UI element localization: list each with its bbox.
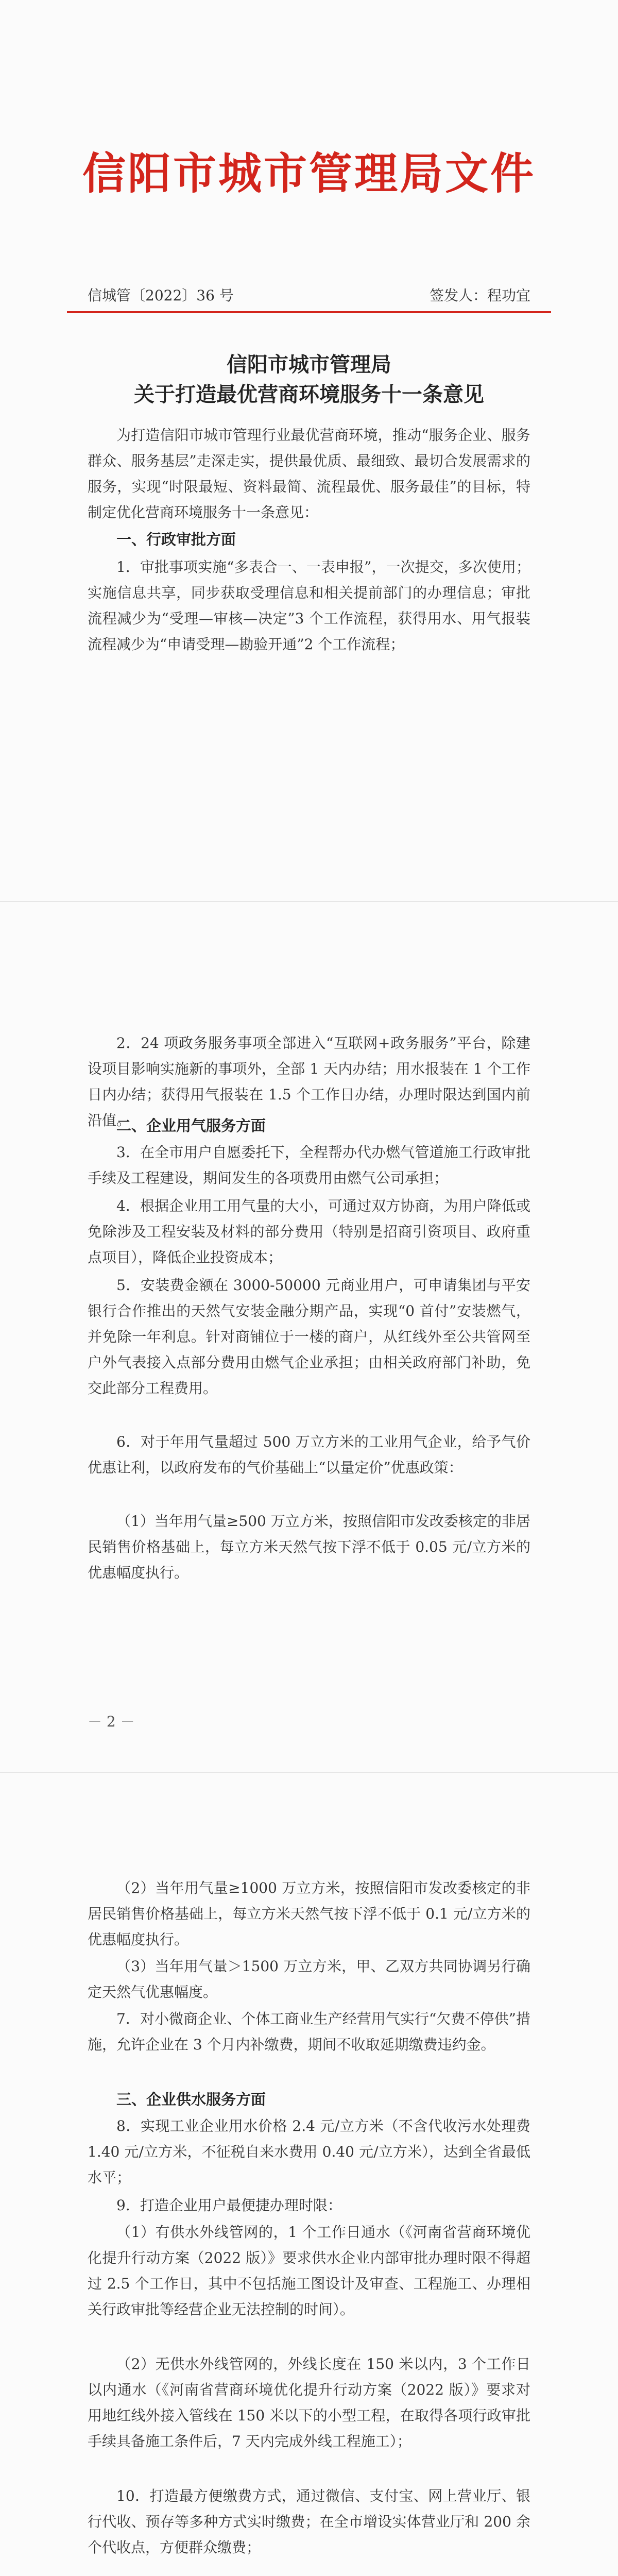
item-paragraph: 2．24 项政务服务事项全部进入“互联网+政务服务”平台，除建设项目影响实施新的事项外，全部 1 天内办结；用水报装在 1 个工作日内办结；获得用气报装在 1.5 个工作日办结，办理时限达到国内前沿值。 xyxy=(88,1035,530,1129)
item-paragraph: 10．打造最方便缴费方式，通过微信、支付宝、网上营业厅、银行代收、预存等多种方式实时缴费；在全市增设实体营业厅和 200 余个代收点，方便群众缴费； xyxy=(88,2487,530,2556)
item-paragraph: （2）无供水外线管网的，外线长度在 150 米以内，3 个工作日以内通水（《河南省营商环境优化提升行动方案（2022 版）》要求对用地红线外接入管线在 150 米以下的小型工程，在取得各项行政审批手续具备施工条件后，7 天内完成外线工程施工）； xyxy=(88,2355,530,2450)
section-heading: 一、行政审批方面 xyxy=(116,531,236,548)
document-meta xyxy=(88,284,530,305)
item-paragraph: 7．对小微商企业、个体工商业生产经营用气实行“欠费不停供”措施，允许企业在 3 个月内补缴费，期间不收取延期缴费违约金。 xyxy=(88,2010,530,2053)
item-paragraph: （1）有供水外线管网的，1 个工作日通水（《河南省营商环境优化提升行动方案（2022 版）》要求供水企业内部审批办理时限不得超过 2.5 个工作日，其中不包括施工图设计及审查、工程施工、办理相关行政审批等经营企业无法控制的时间）。 xyxy=(88,2224,530,2318)
item-paragraph: （1）当年用气量≥500 万立方米，按照信阳市发改委核定的非居民销售价格基础上，每立方米天然气按下浮不低于 0.05 元/立方米的优惠幅度执行。 xyxy=(88,1513,530,1581)
red-divider-line xyxy=(67,311,551,313)
item-paragraph: 3．在全市用户自愿委托下，全程帮办代办燃气管道施工行政审批手续及工程建设，期间发生的各项费用由燃气公司承担； xyxy=(88,1144,530,1187)
item-paragraph: 1．审批事项实施“多表合一、一表申报”，一次提交，多次使用；实施信息共享，同步获取受理信息和相关提前部门的办理信息；审批流程减少为“受理—审核—决定”3 个工作流程，获得用水、用气报装流程减少为“申请受理—勘验开通”2 个工作流程； xyxy=(88,558,530,653)
document-title-line-1: 信阳市城市管理局 xyxy=(227,353,391,377)
intro-paragraph: 为打造信阳市城市管理行业最优营商环境，推动“服务企业、服务群众、服务基层”走深走实，提供最优质、最细致、最切合发展需求的服务，实现“时限最短、资料最简、流程最优、服务最佳”的目标，特制定优化营商环境服务十一条意见： xyxy=(88,427,530,521)
item-paragraph: 9．打造企业用户最便捷办理时限： xyxy=(116,2197,342,2214)
section-heading: 二、企业用气服务方面 xyxy=(116,1117,266,1134)
page-number: － 2 － xyxy=(88,1713,135,1730)
document-red-header: 信阳市城市管理局文件 xyxy=(82,148,536,199)
item-paragraph: 4．根据企业用工用气量的大小，可通过双方协商，为用户降低或免除涉及工程安装及材料的部分费用（特别是招商引资项目、政府重点项目），降低企业投资成本； xyxy=(88,1197,530,1266)
document-title-line-2: 关于打造最优营商环境服务十一条意见 xyxy=(134,383,484,406)
page-separator xyxy=(0,901,618,902)
item-paragraph: （2）当年用气量≥1000 万立方米，按照信阳市发改委核定的非居民销售价格基础上，每立方米天然气按下浮不低于 0.1 元/立方米的优惠幅度执行。 xyxy=(88,1879,530,1948)
item-paragraph: 6．对于年用气量超过 500 万立方米的工业用气企业，给予气价优惠让利，以政府发布的气价基础上“以量定价”优惠政策： xyxy=(88,1433,530,1476)
document-number: 信城管〔2022〕36 号 xyxy=(88,287,234,304)
item-paragraph: 5．安装费金额在 3000-50000 元商业用户，可申请集团与平安银行合作推出的天然气安装金融分期产品，实现“0 首付”安装燃气，并免除一年利息。针对商铺位于一楼的商户，从红线外至公共管网至户外气表接入点部分费用由燃气企业承担；由相关政府部门补助，免交此部分工程费用。 xyxy=(88,1277,530,1397)
document-signer: 签发人：程功宜 xyxy=(429,287,530,304)
section-heading: 三、企业供水服务方面 xyxy=(116,2091,266,2108)
page-separator xyxy=(0,1772,618,1773)
item-paragraph: 8．实现工业企业用水价格 2.4 元/立方米（不含代收污水处理费 1.40 元/立方米，不征税自来水费用 0.40 元/立方米），达到全省最低水平； xyxy=(88,2117,530,2186)
item-paragraph: （3）当年用气量＞1500 万立方米，甲、乙双方共同协调另行确定天然气优惠幅度。 xyxy=(88,1958,530,2001)
